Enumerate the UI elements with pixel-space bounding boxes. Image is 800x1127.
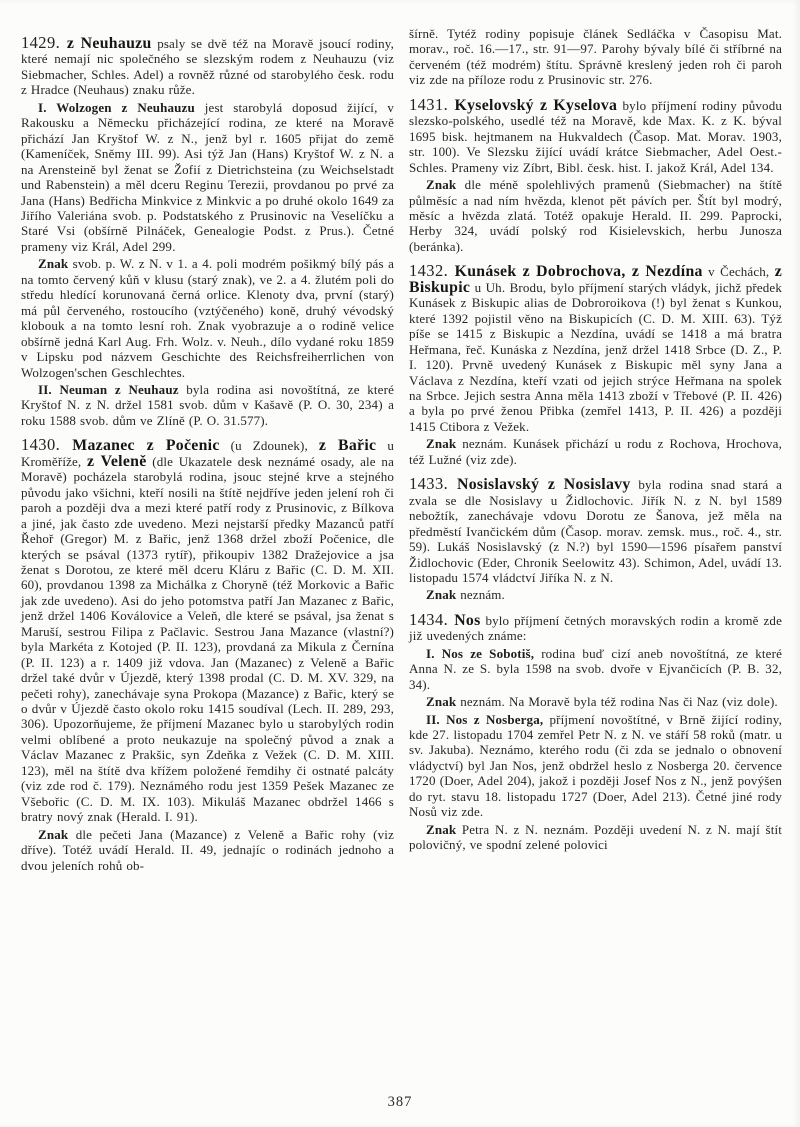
bold-lead: Znak xyxy=(426,821,457,837)
entry-heading: z Veleně xyxy=(87,452,147,470)
text-run: rodina buď cizí aneb novoštítná, ze které Anna N. ze S. byla 1598 na svob. dvoře v Ejvančicích (P. B. 32, 34). xyxy=(409,645,782,692)
bold-lead: Znak xyxy=(38,826,69,842)
bold-lead: I. Nos ze Sobotiš, xyxy=(426,645,535,661)
entry-number: 1434. xyxy=(409,609,455,629)
body-paragraph xyxy=(409,436,782,467)
text-run: byla rodina snad stará a zvala se dle Nosislavy u Židlochovic. Jiřík N. z N. byl 1589 nebožtík, zanechávaje vdovu Dorotu ze Šanova, jež měla na předměstí Ivančickém dům (Časop. morav. zemsk. mus., roč. 4., str. 59). Lukáš Nosislavský (z N.?) byl 1590—1596 písařem panství Židlochovic (Eder, Chronik Seelowitz 43). Schimon, Adel, uvádí 13. listopadu 1574 vládctví Jiříka N. z N. xyxy=(409,477,783,585)
text-run: šírně. Tytéž rodiny popisuje článek Sedláčka v Časopisu Mat. morav., roč. 16.—17., str. 91—97. Parohy bývaly bílé či stříbrné na červeném (též modrém) štítu. Správně kreslený jeden roh či paroh viz zde na příloze rodu z Prusinovic str. 276. xyxy=(409,26,782,88)
right-column xyxy=(409,26,782,875)
left-column xyxy=(21,26,394,875)
text-run: dle méně spolehlivých pramenů (Siebmacher) na štítě půlměsíc a nad ním hvězda, klenot pět pávích per. Štít byl modrý, měsíc a hvězda zlatá. Totéž opakuje Herald. II. 299. Paprocki, Herby 324, uvádí polský rod Kisielevskich, herbu Junosza (beránka). xyxy=(409,177,782,254)
entry-heading: Nos xyxy=(454,611,481,629)
text-run: svob. p. W. z N. v 1. a 4. poli modrém pošikmý bílý pás a na tomto červený kůň v klusu (starý znak), ve 2. a 4. žlutém poli do středu hledící korunovaná černá orlice. Klenoty dva, první (starý) má půl červeného, rostoucího (vztýčeného) koně, druhý vévodský klobouk a na tomto lesní roh. Znak vyobrazuje a o rodině velice obšírně jedná Karl Aug. Frh. Wolz. v. Neuh., dílo vydané roku 1859 v Lipsku pod názvem Geschichte des Reichsfreiherrlichen von Wolzogen'schen Geschlechtes. xyxy=(21,256,394,380)
bold-lead: Znak xyxy=(426,436,457,452)
text-run: jest starobylá doposud žijící, v Rakousku a Německu přicházející rodina, ze které na Moravě přichází Jan Kryštof W. z N., jenž byl r. 1605 přijat do země (Kameníček, Sněmy III. 99). Asi týž Jan (Hans) Kryštof W. z N. a na Arensteině byl ženat se Žofií z Dietrichsteina (zu Weichselstadt und Rabenstein) a měl dceru Reginu Terezii, provdanou po prvé za Jana (Hans) Bedřicha Minkvice z Minkvic a po druhé okolo 1649 za Jiřího Valeriána svob. p. Podstatského z Prusinovic na Veselíčku a Staré Vsi (obšírně Pilnáček, Genealogie Podst. z Prus.). Četné prameny viz Král, Adel 299. xyxy=(21,99,394,254)
body-paragraph xyxy=(409,26,782,88)
text-run: Petra N. z N. neznám. Později uvedení N. z N. mají štít polovičný, ve spodní zelené polovici xyxy=(409,821,782,853)
text-run: u Kroměříže, xyxy=(21,438,394,469)
body-paragraph xyxy=(409,694,782,709)
body-paragraph xyxy=(21,827,394,873)
entry-paragraph xyxy=(21,437,394,824)
entry-heading: z Neuhauzu xyxy=(66,35,152,52)
text-run: dle pečeti Jana (Mazance) z Veleně a Bařic rohy (viz dříve). Totéž uvádí Herald. II. 49, jednajíc o rodinách jednoho a dvou jeleních rohů ob- xyxy=(21,826,394,873)
text-run: (u Zdounek), xyxy=(219,438,319,454)
text-run: příjmení novoštítné, v Brně žijící rodiny, kde 27. listopadu 1704 zemřel Petr N. z N. ve stáří 58 roků (matr. u sv. Jakuba). Neznámo, kterého rodu (či zda se jednalo o obnovení vládyctví) byl Jan Nos, jenž obdržel heslo z Nosberga 20. července 1720 (Doer, Adel 204), jakož i později Josef Nos z N., jenž povýšen do ryt. stavu 18. listopadu 1727 (Doer, Adel 213). Četné jiné rody Nosů viz zde. xyxy=(409,711,782,820)
entry-heading: z Bařic xyxy=(318,437,377,455)
body-paragraph xyxy=(409,646,782,692)
entry-paragraph xyxy=(409,609,782,644)
bold-lead: II. Neuman z Neuhauz xyxy=(38,381,179,397)
bold-lead: Znak xyxy=(38,256,69,272)
body-paragraph xyxy=(409,712,782,820)
body-paragraph xyxy=(409,587,782,602)
text-run: bylo příjmení rodiny původu slezsko-polského, usedlé též na Moravě, kde Max. K. z K. býval 1695 bisk. hejtmanem na Hukvaldech (Časop. Mat. Morav. 1903, str. 100). Ve Slezsku žijící uvádí krátce Siebmacher, Adel Oest.-Schles. Prameny viz Zíbrt, Bibl. česk. hist. I. jakož Král, Adel 134. xyxy=(409,97,783,175)
entry-paragraph xyxy=(409,476,782,585)
entry-number: 1431. xyxy=(409,94,455,114)
entry-number: 1429. xyxy=(21,33,67,52)
bold-lead: Znak xyxy=(426,177,457,193)
entry-heading: Nosislavský z Nosislavy xyxy=(457,476,631,494)
text-run: v Čechách, xyxy=(702,264,775,280)
bold-lead: Znak xyxy=(426,694,457,710)
text-run: neznám. xyxy=(456,587,505,603)
entry-heading: z Biskupic xyxy=(409,263,783,296)
body-paragraph xyxy=(21,382,394,428)
text-run: u Uh. Brodu, bylo příjmení starých vládyk, jichž předek Kunásek z Biskupic alias de Dobroroikova (!) byl ženat s Kunkou, které 1392 pojistil věno na Biskupicích (C. D. M. XIII. 63). Týž píše se 1415 z Biskupic a Nezdína, uvádí se 1418 a má bratra Heřmana, řeč. Kunáska z Nezdína, jenž držel 1418 Srbce (D. Z., P. I. 120). Prvně uvedený Kunásek z Biskupic měl syny Jana a Václava z Nezdína, kteří vzati od jejich strýce Heřmana na spolek na Srbce. Jejich sestra Anna měla 1413 zboží v Třebové (P. II. 426) a byla po prvé ženou Přibka (zemřel 1413, P. II. 426) a později 1415 Ctibora z Vežek. xyxy=(409,279,782,434)
body-paragraph xyxy=(21,256,394,380)
entry-paragraph xyxy=(409,94,783,175)
entry-number: 1433. xyxy=(409,474,457,494)
entry-paragraph xyxy=(21,35,394,98)
bold-lead: I. Wolzogen z Neuhauzu xyxy=(38,99,195,115)
text-run: (dle Ukazatele desk neznámé osady, ale na Moravě) pocházela starobylá rodina, jsouc stejné krve a stejného původu jako všichni, kteří nosili na štítě nejdříve jeden jelení roh či paroh a později dva a mezi které patří rody z Prusinovic, z Bílkova a jiné, jak často zde uvedeno. Mezi nejstarší předky Mazanců patří Řehoř (Gregor) M. z Bařic, jenž 1368 držel zboží Počenice, dle kterých se psával (1373 rytíř), přikoupiv 1382 Dražejovice a jsa ženat s Dorotou, ze které měl dceru Kláru z Bařic (C. D. M. XII. 60), provdanou 1398 za Michálka z Choryně (též Morkovic a Bařic jak zde uvedeno). Asi do jeho potomstva patří Jan Mazanec z Bařic, jenž držel 1406 Koválovice a Veleň, dle které se psával, jsa ženat s Maruší, sestrou Filipa z Pačlavic. Sestrou Jana Mazance (vlastní?) byla Markéta z Kotojed (P. II. 123), provdaná za Mikula z Černína (P. II. 123) a r. 1409 již vdova. Jan (Mazanec) z Veleně a Bařic držel také dvůr v Újezdě, který 1398 prodal (C. D. M. XV. 329, na pečeti rohy), zanechávaje syna Prokopa (Mazance) z Bařic, který se o dvůr v Újezdě často okolo roku 1415 soudíval (Lech. II. 289, 293, 306). Upozorňujeme, že příjmení Mazanec bylo u starobylých rodin velmi oblíbené a proto neukazuje na společný původ a znak a Václav Mazanec z Prakšic, syn Zdeňka z Vežek (C. D. M. XIII. 123), měl na štítě dva křížem položené řemdihy či ostnaté palcáty (viz zde rod č. 179). Neznámého rodu jest 1359 Pešek Mazanec ze Všebořic (C. D. M. IX. 103). Mikuláš Mazanec obdržel 1466 s bratry nový znak (Herald. I. 91). xyxy=(21,453,394,825)
bold-lead: II. Nos z Nosberga, xyxy=(426,711,544,727)
entry-number: 1430. xyxy=(21,435,73,455)
bold-lead: Znak xyxy=(426,587,457,603)
entry-heading: Mazanec z Počenic xyxy=(72,437,220,455)
text-run: neznám. Kunásek přichází u rodu z Rochova, Hrochova, též Lužné (viz zde). xyxy=(409,436,782,467)
text-run: bylo příjmení četných moravských rodin a kromě zde již uvedených známe: xyxy=(409,612,782,644)
entry-heading: Kunásek z Dobrochova, z Nezdína xyxy=(454,263,703,281)
body-paragraph xyxy=(409,822,782,853)
entry-number: 1432. xyxy=(409,261,455,281)
body-paragraph xyxy=(409,177,782,254)
entry-heading: Kyselovský z Kyselova xyxy=(454,96,618,114)
page-number: 387 xyxy=(387,1094,413,1110)
text-run: psaly se dvě též na Moravě jsoucí rodiny, které nemají nic společného se slezským rodem z Neuhauzu (viz Siebmacher, Schles. Adel) a rovněž různé od starobylého česk. rodu z Hradce (Neuhaus) znaku růže. xyxy=(21,36,395,98)
text-run: neznám. Na Moravě byla též rodina Nas či Naz (viz dole). xyxy=(456,694,778,710)
text-run: byla rodina asi novoštítná, ze které Kryštof N. z N. držel 1581 svob. dům v Kašavě (P. O. 30, 234) a roku 1588 svob. dům ve Zlíně (P. O. 31.577). xyxy=(21,381,394,428)
body-paragraph xyxy=(21,100,394,255)
entry-paragraph xyxy=(409,263,782,434)
